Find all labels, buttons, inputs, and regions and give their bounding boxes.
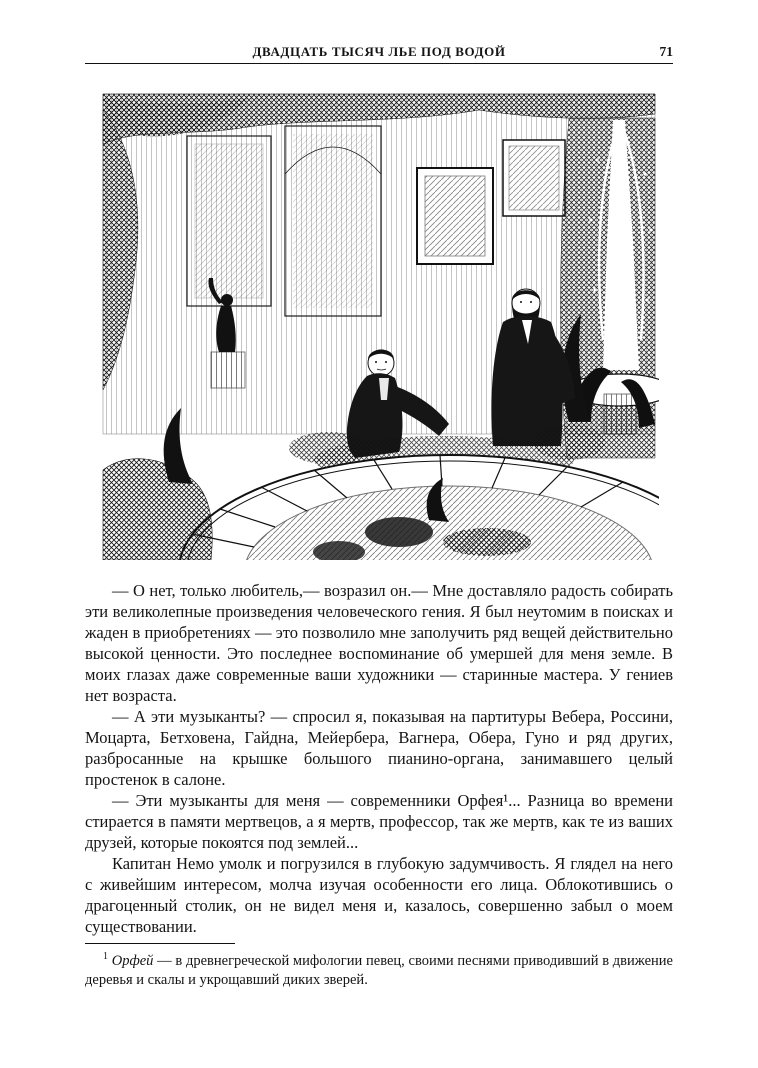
paragraph: — О нет, только любитель,— возразил он.— Мне доставляло радость собирать эти великолепные произведения человеческого гения. Я был неутомим в поисках и жаден в приобретениях — это позволило мне заполучить ряд вещей действительно высокой ценности. Это последнее воспоминание об умершей для меня земле. В моих глазах даже современные ваши художники — старинные мастера. У гениев нет возраста. bbox=[85, 581, 673, 705]
footnote bbox=[85, 943, 673, 990]
footnote-text bbox=[85, 947, 673, 990]
footnote-term: Орфей bbox=[111, 952, 154, 969]
mirror-panel bbox=[285, 126, 381, 316]
body-text bbox=[85, 580, 673, 937]
wall-panel bbox=[187, 136, 271, 306]
book-illustration bbox=[99, 90, 659, 560]
paragraph: Капитан Немо умолк и погрузился в глубокую задумчивость. Я глядел на него с живейшим интересом, молча изучая особенности его лица. Облокотившись о драгоценный столик, он не видел меня и, казалось, совершенно забыл о моем существовании. bbox=[85, 854, 673, 936]
salon-engraving bbox=[99, 90, 659, 560]
running-title: ДВАДЦАТЬ ТЫСЯЧ ЛЬЕ ПОД ВОДОЙ bbox=[252, 44, 506, 59]
paragraph: — А эти музыканты? — спросил я, показывая на партитуры Вебера, Россини, Моцарта, Бетховена, Гайдна, Мейербера, Вагнера, Обера, Гуно и ряд других, разбросанные на крышке большого пианино-органа, занимавшего целый простенок в салоне. bbox=[85, 707, 673, 789]
footnote-divider bbox=[85, 943, 235, 944]
page-header bbox=[85, 44, 673, 64]
footnote-body: — в древнегреческой мифологии певец, своими песнями приводивший в движение деревья и скалы и укрощавший диких зверей. bbox=[85, 952, 673, 988]
paragraph: — Эти музыканты для меня — современники Орфея¹... Разница во времени стирается в памяти мертвецов, а я мертв, профессор, так же мертв, как те из ваших друзей, которые покоятся под землей... bbox=[85, 791, 673, 852]
fountain bbox=[560, 118, 659, 458]
page-number: 71 bbox=[659, 44, 673, 59]
footnote-marker: 1 bbox=[103, 951, 108, 962]
